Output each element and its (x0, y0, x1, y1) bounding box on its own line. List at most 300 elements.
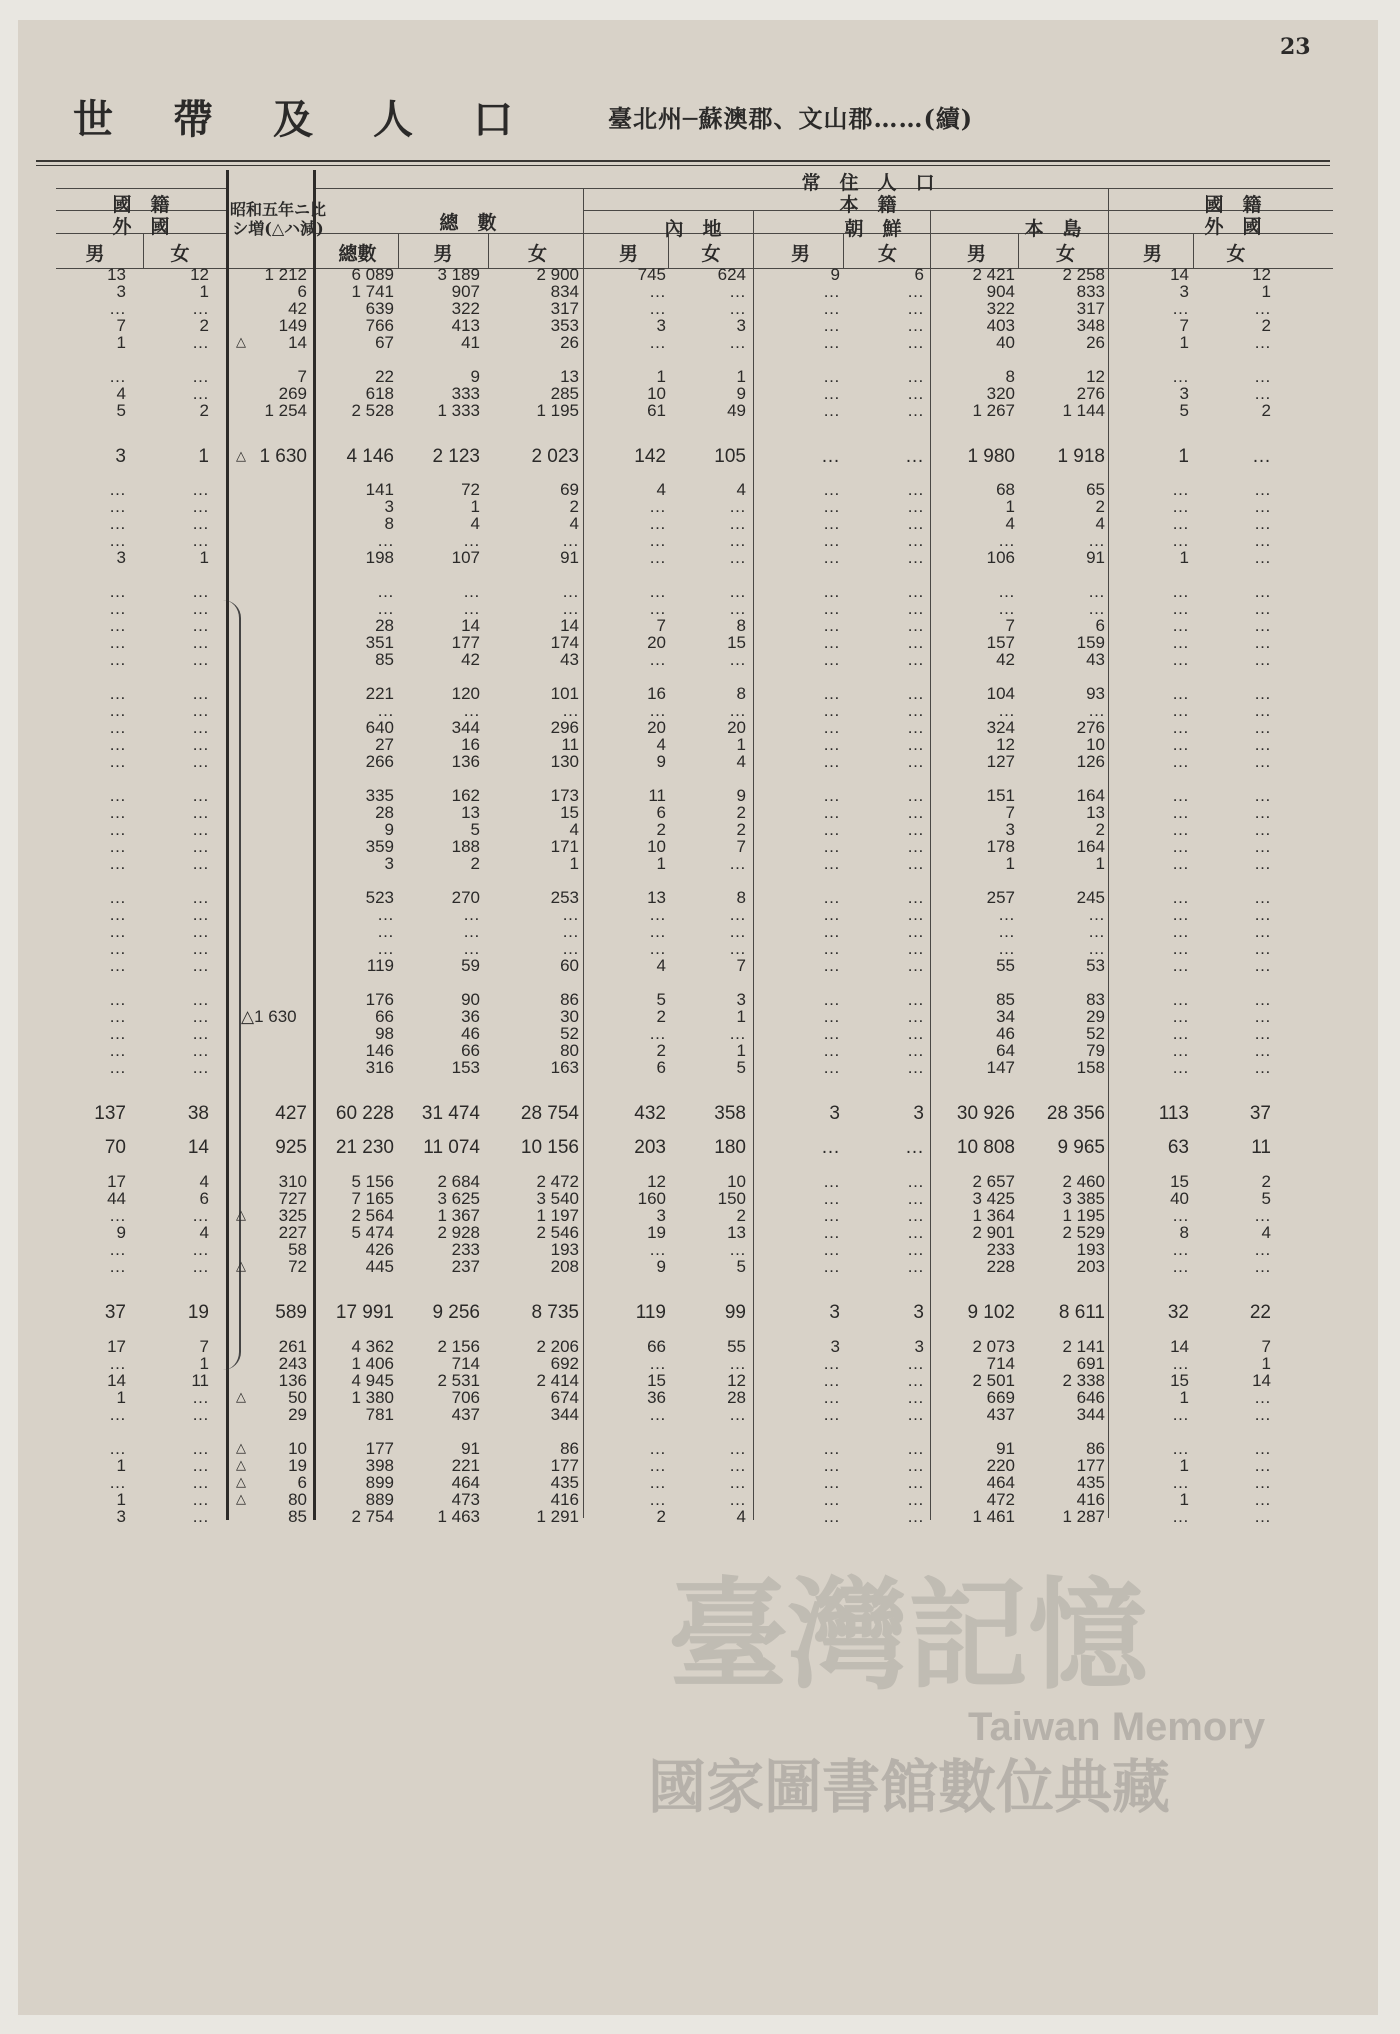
table-cell: … (907, 616, 924, 635)
table-cell: 2 (736, 820, 746, 839)
table-cell: 104 (986, 684, 1015, 703)
table-cell: 142 (634, 446, 666, 467)
table-cell: … (377, 531, 394, 550)
table-cell: 52 (1086, 1024, 1105, 1043)
table-cell: 4 945 (351, 1371, 394, 1390)
table-cell: … (823, 1257, 840, 1276)
table-cell: … (109, 1473, 126, 1492)
table-cell: … (192, 480, 209, 499)
table-cell: 1 287 (1062, 1507, 1105, 1526)
table-cell: … (907, 1007, 924, 1026)
table-cell: … (1254, 735, 1271, 754)
table-cell: … (109, 650, 126, 669)
table-cell: 432 (634, 1103, 666, 1124)
table-cell: 30 (560, 1007, 579, 1026)
table-cell: 19 (187, 1302, 209, 1323)
table-cell: … (1252, 446, 1271, 467)
table-cell: … (192, 1388, 209, 1407)
table-cell: … (1172, 752, 1189, 771)
table-cell: 91 (996, 1439, 1015, 1458)
table-cell: 11 (191, 1371, 209, 1390)
table-cell: 1 380 (351, 1388, 394, 1407)
top-rule (36, 160, 1330, 162)
table-cell: 14 (107, 1371, 126, 1390)
header-resident-population: 常 住 人 口 (801, 172, 935, 194)
table-cell: … (1254, 786, 1271, 805)
table-cell: 37 (1249, 1103, 1271, 1124)
table-cell: … (192, 803, 209, 822)
table-cell: 4 (736, 752, 746, 771)
table-cell: … (907, 333, 924, 352)
table-cell: … (109, 803, 126, 822)
table-cell: 6 (914, 265, 924, 284)
table-cell: … (823, 497, 840, 516)
table-cell: … (1088, 922, 1105, 941)
table-cell: … (823, 1507, 840, 1526)
table-cell: … (649, 333, 666, 352)
table-cell: … (907, 650, 924, 669)
table-cell: 53 (1086, 956, 1105, 975)
table-cell: … (1254, 514, 1271, 533)
table-cell: 49 (727, 401, 746, 420)
table-cell: … (1088, 599, 1105, 618)
table-cell: … (1254, 1206, 1271, 1225)
table-cell: 253 (550, 888, 579, 907)
table-cell: … (109, 718, 126, 737)
table-cell: … (907, 1473, 924, 1492)
table-cell: … (729, 1240, 746, 1259)
table-cell: 243 (278, 1354, 307, 1373)
table-cell: 2 (199, 401, 209, 420)
table-cell: 63 (1167, 1137, 1189, 1158)
table-cell: 90 (461, 990, 480, 1009)
table-cell: … (649, 1439, 666, 1458)
table-cell: … (649, 599, 666, 618)
table-cell: 5 (656, 990, 666, 1009)
table-cell: … (1172, 582, 1189, 601)
table-cell: … (729, 299, 746, 318)
table-cell: 228 (986, 1257, 1015, 1276)
table-cell: 353 (550, 316, 579, 335)
table-cell: 1 461 (972, 1507, 1015, 1526)
table-cell: 60 (560, 956, 579, 975)
table-cell: … (1172, 1257, 1189, 1276)
table-cell: 4 (569, 514, 579, 533)
table-cell: 119 (635, 1302, 666, 1323)
column-divider (930, 210, 931, 1520)
table-cell: … (823, 820, 840, 839)
table-cell: 136 (278, 1371, 307, 1390)
table-cell: 2 156 (437, 1337, 480, 1356)
table-cell: 3 (1179, 282, 1189, 301)
table-cell: 174 (550, 633, 579, 652)
table-cell: 41 (461, 333, 480, 352)
table-cell: 344 (451, 718, 480, 737)
table-cell: … (649, 582, 666, 601)
table-cell: 28 (375, 803, 394, 822)
table-cell: 1 (1179, 1456, 1189, 1475)
table-cell: 7 (736, 956, 746, 975)
table-cell: 120 (451, 684, 480, 703)
table-cell: … (1254, 1024, 1271, 1043)
watermark-latin: Taiwan Memory (968, 1705, 1266, 1749)
table-cell: … (1172, 599, 1189, 618)
table-cell: 4 (569, 820, 579, 839)
table-cell: 1 (199, 1354, 209, 1373)
table-cell: … (1172, 888, 1189, 907)
table-cell: 1 (116, 1490, 126, 1509)
table-cell: 437 (986, 1405, 1015, 1424)
table-cell: … (192, 820, 209, 839)
table-cell: 14 (1170, 265, 1189, 284)
table-cell: … (1254, 616, 1271, 635)
table-cell: … (907, 1490, 924, 1509)
table-cell: … (109, 1405, 126, 1424)
table-cell: 3 540 (536, 1189, 579, 1208)
table-cell: … (907, 599, 924, 618)
table-cell: 714 (451, 1354, 480, 1373)
table-cell: … (823, 1172, 840, 1191)
table-cell: 10 (288, 1439, 307, 1458)
table-cell: … (821, 446, 840, 467)
table-cell: … (192, 333, 209, 352)
table-cell: 86 (560, 990, 579, 1009)
table-cell: 3 (656, 1206, 666, 1225)
table-cell: … (1254, 701, 1271, 720)
table-cell: 16 (647, 684, 666, 703)
header-female-5: 女 (527, 243, 547, 265)
table-cell: 1 (199, 548, 209, 567)
table-cell: … (823, 1223, 840, 1242)
table-cell: … (823, 333, 840, 352)
table-cell: … (1254, 1473, 1271, 1492)
table-cell: … (907, 497, 924, 516)
table-cell: 20 (647, 718, 666, 737)
table-cell: 8 611 (1058, 1302, 1105, 1323)
table-cell: … (109, 990, 126, 1009)
table-cell: … (1172, 514, 1189, 533)
table-cell: … (823, 718, 840, 737)
table-cell: … (1254, 939, 1271, 958)
header-foreign-right-sub: 外 國 (1204, 216, 1262, 238)
table-cell: 416 (550, 1490, 579, 1509)
table-cell: 178 (986, 837, 1015, 856)
brace-value: △1 630 (241, 1007, 297, 1026)
table-cell: … (192, 905, 209, 924)
table-cell: 889 (365, 1490, 394, 1509)
table-cell: 1 463 (437, 1507, 480, 1526)
table-cell: 22 (1249, 1302, 1271, 1323)
table-cell: 4 (656, 956, 666, 975)
table-cell: 691 (1076, 1354, 1105, 1373)
table-cell: … (905, 1137, 924, 1158)
table-cell: … (192, 990, 209, 1009)
table-cell: … (1254, 905, 1271, 924)
table-cell: … (562, 599, 579, 618)
table-cell: 435 (1076, 1473, 1105, 1492)
table-cell: 464 (451, 1473, 480, 1492)
table-cell: … (562, 939, 579, 958)
table-cell: … (823, 786, 840, 805)
table-cell: 6 (656, 1058, 666, 1077)
table-cell: 4 (656, 735, 666, 754)
table-cell: 29 (288, 1405, 307, 1424)
table-cell: 130 (550, 752, 579, 771)
table-cell: … (907, 1172, 924, 1191)
table-cell: 270 (451, 888, 480, 907)
table-cell: … (649, 282, 666, 301)
table-cell: 2 (656, 1007, 666, 1026)
table-cell: 146 (365, 1041, 394, 1060)
table-cell: 70 (104, 1137, 126, 1158)
table-cell: … (649, 905, 666, 924)
table-cell: 1 (1261, 282, 1271, 301)
table-cell: 3 (116, 282, 126, 301)
table-cell: … (562, 905, 579, 924)
header-foreign-right: 國 籍 (1204, 194, 1262, 216)
table-cell: … (1172, 922, 1189, 941)
table-cell: 66 (461, 1041, 480, 1060)
table-cell: 237 (451, 1257, 480, 1276)
table-cell: … (1172, 905, 1189, 924)
table-cell: … (192, 1439, 209, 1458)
table-cell: … (729, 905, 746, 924)
table-cell: … (907, 1223, 924, 1242)
table-cell: … (109, 299, 126, 318)
table-cell: 13 (107, 265, 126, 284)
table-cell: 899 (365, 1473, 394, 1492)
table-cell: … (377, 905, 394, 924)
table-cell: 42 (461, 650, 480, 669)
table-cell: 9 (656, 1257, 666, 1276)
table-cell: 310 (278, 1172, 307, 1191)
table-cell: 3 625 (437, 1189, 480, 1208)
table-cell: 12 (1086, 367, 1105, 386)
table-cell: 1 291 (536, 1507, 579, 1526)
table-cell: … (1172, 837, 1189, 856)
table-cell: … (192, 718, 209, 737)
table-cell: … (1172, 1507, 1189, 1526)
table-cell: … (907, 282, 924, 301)
table-cell: 589 (275, 1302, 307, 1323)
table-cell: … (1172, 367, 1189, 386)
table-cell: 193 (1076, 1240, 1105, 1259)
table-cell: 1 (116, 333, 126, 352)
bracket-brace (223, 600, 241, 1370)
table-cell: 126 (1076, 752, 1105, 771)
table-cell: 413 (451, 316, 480, 335)
table-cell: 2 (656, 1041, 666, 1060)
table-cell: … (823, 1371, 840, 1390)
table-cell: 2 023 (531, 446, 579, 467)
table-cell: … (109, 1206, 126, 1225)
table-cell: 42 (996, 650, 1015, 669)
table-cell: 727 (278, 1189, 307, 1208)
table-cell: 1 (736, 367, 746, 386)
table-cell: … (377, 599, 394, 618)
header-male-6: 男 (618, 243, 638, 265)
decrease-triangle-icon: △ (236, 1259, 246, 1274)
table-cell: 99 (724, 1302, 746, 1323)
table-cell: … (649, 1456, 666, 1475)
table-cell: … (192, 735, 209, 754)
column-divider (583, 188, 584, 1518)
table-cell: 10 156 (520, 1137, 579, 1158)
table-cell: … (1254, 803, 1271, 822)
table-cell: … (907, 582, 924, 601)
table-cell: 1 (1179, 1490, 1189, 1509)
table-cell: 177 (1076, 1456, 1105, 1475)
table-cell: 1 (116, 1456, 126, 1475)
table-cell: … (109, 752, 126, 771)
table-cell: … (109, 905, 126, 924)
table-cell: 38 (187, 1103, 209, 1124)
table-cell: … (907, 1041, 924, 1060)
table-cell: … (377, 922, 394, 941)
column-divider (753, 210, 754, 1520)
table-cell: … (192, 514, 209, 533)
header-line (56, 268, 1333, 269)
table-cell: … (907, 1189, 924, 1208)
table-cell: 472 (986, 1490, 1015, 1509)
table-cell: 4 (736, 480, 746, 499)
table-cell: … (377, 582, 394, 601)
table-cell: … (907, 514, 924, 533)
header-female-7: 女 (701, 243, 721, 265)
table-cell: … (823, 401, 840, 420)
table-cell: … (109, 1058, 126, 1077)
table-cell: 60 228 (335, 1103, 394, 1124)
table-cell: … (729, 701, 746, 720)
header-total-sub-3: 總數 (338, 243, 377, 265)
table-cell: 1 267 (972, 401, 1015, 420)
table-cell: 2 073 (972, 1337, 1015, 1356)
table-cell: 1 195 (536, 401, 579, 420)
table-cell: 266 (365, 752, 394, 771)
table-cell: … (109, 888, 126, 907)
table-cell: 10 (1086, 735, 1105, 754)
table-cell: 15 (560, 803, 579, 822)
decrease-triangle-icon: △ (236, 1441, 246, 1456)
table-cell: 106 (986, 548, 1015, 567)
table-cell: 2 684 (437, 1172, 480, 1191)
table-cell: … (109, 837, 126, 856)
table-cell: 14 (560, 616, 579, 635)
table-cell: … (823, 384, 840, 403)
table-cell: 3 (830, 1337, 840, 1356)
table-cell: … (907, 1058, 924, 1077)
table-cell: 80 (288, 1490, 307, 1509)
table-cell: 5 (1179, 401, 1189, 420)
table-cell: … (192, 650, 209, 669)
table-cell: 67 (375, 333, 394, 352)
table-cell: 7 165 (351, 1189, 394, 1208)
table-cell: … (649, 497, 666, 516)
header-female-11: 女 (1055, 243, 1075, 265)
table-cell: … (649, 939, 666, 958)
table-cell: … (907, 633, 924, 652)
table-cell: 257 (986, 888, 1015, 907)
table-cell: … (729, 1456, 746, 1475)
table-cell: 15 (1170, 1172, 1189, 1191)
table-cell: … (823, 367, 840, 386)
table-cell: 66 (375, 1007, 394, 1026)
table-cell: … (192, 939, 209, 958)
table-cell: 646 (1076, 1388, 1105, 1407)
column-divider (1108, 188, 1109, 1518)
table-cell: 4 (116, 384, 126, 403)
table-cell: … (907, 531, 924, 550)
table-cell: 141 (365, 480, 394, 499)
table-cell: … (1254, 684, 1271, 703)
table-cell: 7 (656, 616, 666, 635)
table-cell: … (109, 786, 126, 805)
table-cell: 7 (1261, 1337, 1271, 1356)
table-cell: … (907, 1206, 924, 1225)
table-cell: 28 (375, 616, 394, 635)
table-cell: 180 (714, 1137, 746, 1158)
table-cell: 9 (736, 384, 746, 403)
table-cell: 674 (550, 1388, 579, 1407)
table-cell: … (1172, 1206, 1189, 1225)
header-naichi: 內 地 (664, 218, 722, 240)
header-male-0: 男 (85, 243, 105, 265)
table-cell: 93 (1086, 684, 1105, 703)
table-cell: … (192, 1490, 209, 1509)
table-cell: … (192, 956, 209, 975)
table-cell: 3 (1005, 820, 1015, 839)
table-cell: … (907, 1507, 924, 1526)
table-cell: 781 (365, 1405, 394, 1424)
table-cell: 3 (829, 1103, 840, 1124)
table-cell: … (907, 480, 924, 499)
table-cell: 325 (278, 1206, 307, 1225)
table-cell: 176 (365, 990, 394, 1009)
table-cell: … (998, 531, 1015, 550)
table-cell: 34 (996, 1007, 1015, 1026)
table-cell: 2 901 (972, 1223, 1015, 1242)
table-cell: 322 (986, 299, 1015, 318)
header-male-10: 男 (966, 243, 986, 265)
table-cell: 3 (384, 497, 394, 516)
table-cell: … (1172, 1058, 1189, 1077)
header-male-12: 男 (1142, 243, 1162, 265)
table-cell: … (649, 1473, 666, 1492)
table-cell: 203 (1076, 1257, 1105, 1276)
table-cell: … (998, 905, 1015, 924)
table-cell: 4 146 (346, 446, 394, 467)
table-cell: … (109, 1024, 126, 1043)
table-cell: 3 (384, 854, 394, 873)
table-cell: 46 (461, 1024, 480, 1043)
table-cell: … (1172, 684, 1189, 703)
table-cell: 16 (461, 735, 480, 754)
table-cell: … (998, 922, 1015, 941)
table-cell: … (192, 752, 209, 771)
table-cell: … (823, 1405, 840, 1424)
document-page (18, 20, 1378, 2015)
table-cell: … (109, 1439, 126, 1458)
table-cell: 158 (1076, 1058, 1105, 1077)
table-cell: 3 (116, 1507, 126, 1526)
header-male-8: 男 (790, 243, 810, 265)
table-cell: 43 (560, 650, 579, 669)
table-cell: 203 (634, 1137, 666, 1158)
header-foreign-left: 國 籍 (112, 194, 170, 216)
table-cell: 2 206 (536, 1337, 579, 1356)
table-cell: … (109, 820, 126, 839)
table-cell: 221 (451, 1456, 480, 1475)
